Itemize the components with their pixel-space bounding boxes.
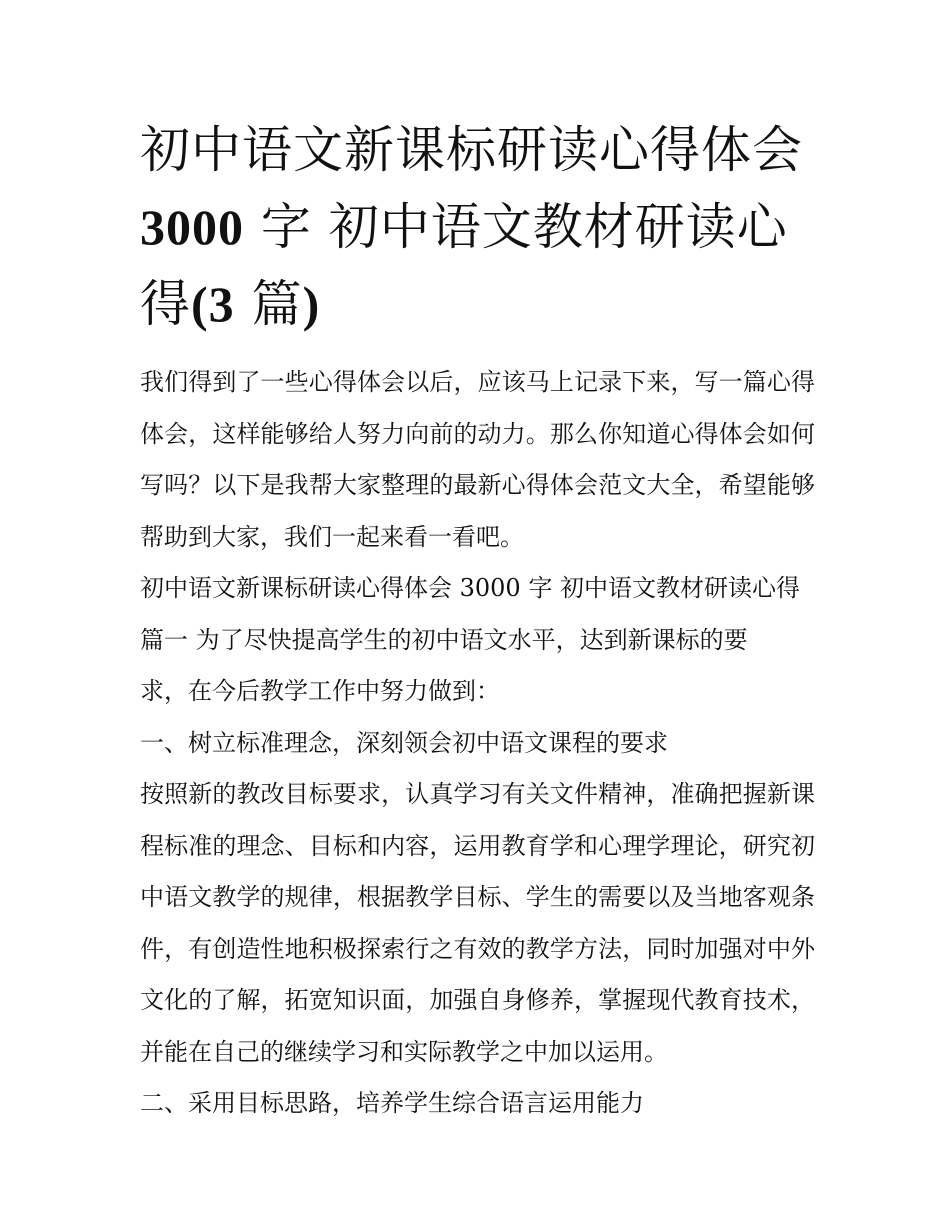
- body-paragraph-one: 按照新的教改目标要求，认真学习有关文件精神，准确把握新课程标准的理念、目标和内容，运用教育学和心理学理论，研究初中语文教学的规律，根据教学目标、学生的需要以及当地客观条件，有创造性地积极探索行之有效的教学方法，同时加强对中外文化的了解，拓宽知识面，加强自身修养，掌握现代教育技术，并能在自己的继续学习和实际教学之中加以运用。: [140, 780, 815, 1066]
- section-intro-line: 篇一 为了尽快提高学生的初中语文水平，达到新课标的要: [140, 625, 748, 654]
- title-line-3-start: 得: [140, 275, 191, 333]
- intro-paragraph: 我们得到了一些心得体会以后，应该马上记录下来，写一篇心得体会，这样能够给人努力向前的动力。那么你知道心得体会如何写吗？以下是我帮大家整理的最新心得体会范文大全，希望能够帮助到大家，我们一起来看一看吧。: [140, 368, 815, 551]
- document-content: [140, 112, 815, 1130]
- subheading-two: 二、采用目标思路，培养学生综合语言运用能力: [140, 1089, 644, 1117]
- document-body: [140, 357, 815, 1130]
- section-heading-line: 初中语文新课标研读心得体会 3000 字 初中语文教材研读心得: [140, 574, 800, 602]
- subheading-one: 一、树立标准理念，深刻领会初中语文课程的要求: [140, 728, 668, 757]
- document-title: [140, 112, 815, 343]
- title-paren-close: ): [302, 276, 321, 332]
- section-intro-continuation: 求，在今后教学工作中努力做到：: [140, 677, 500, 705]
- title-paren-count: (3: [191, 276, 235, 332]
- title-line-3-word: 篇: [234, 275, 303, 333]
- title-line-2: 字 初中语文教材研读心: [244, 198, 788, 256]
- title-number: 3000: [140, 199, 244, 255]
- title-line-1: 初中语文新课标研读心得体会: [140, 121, 803, 179]
